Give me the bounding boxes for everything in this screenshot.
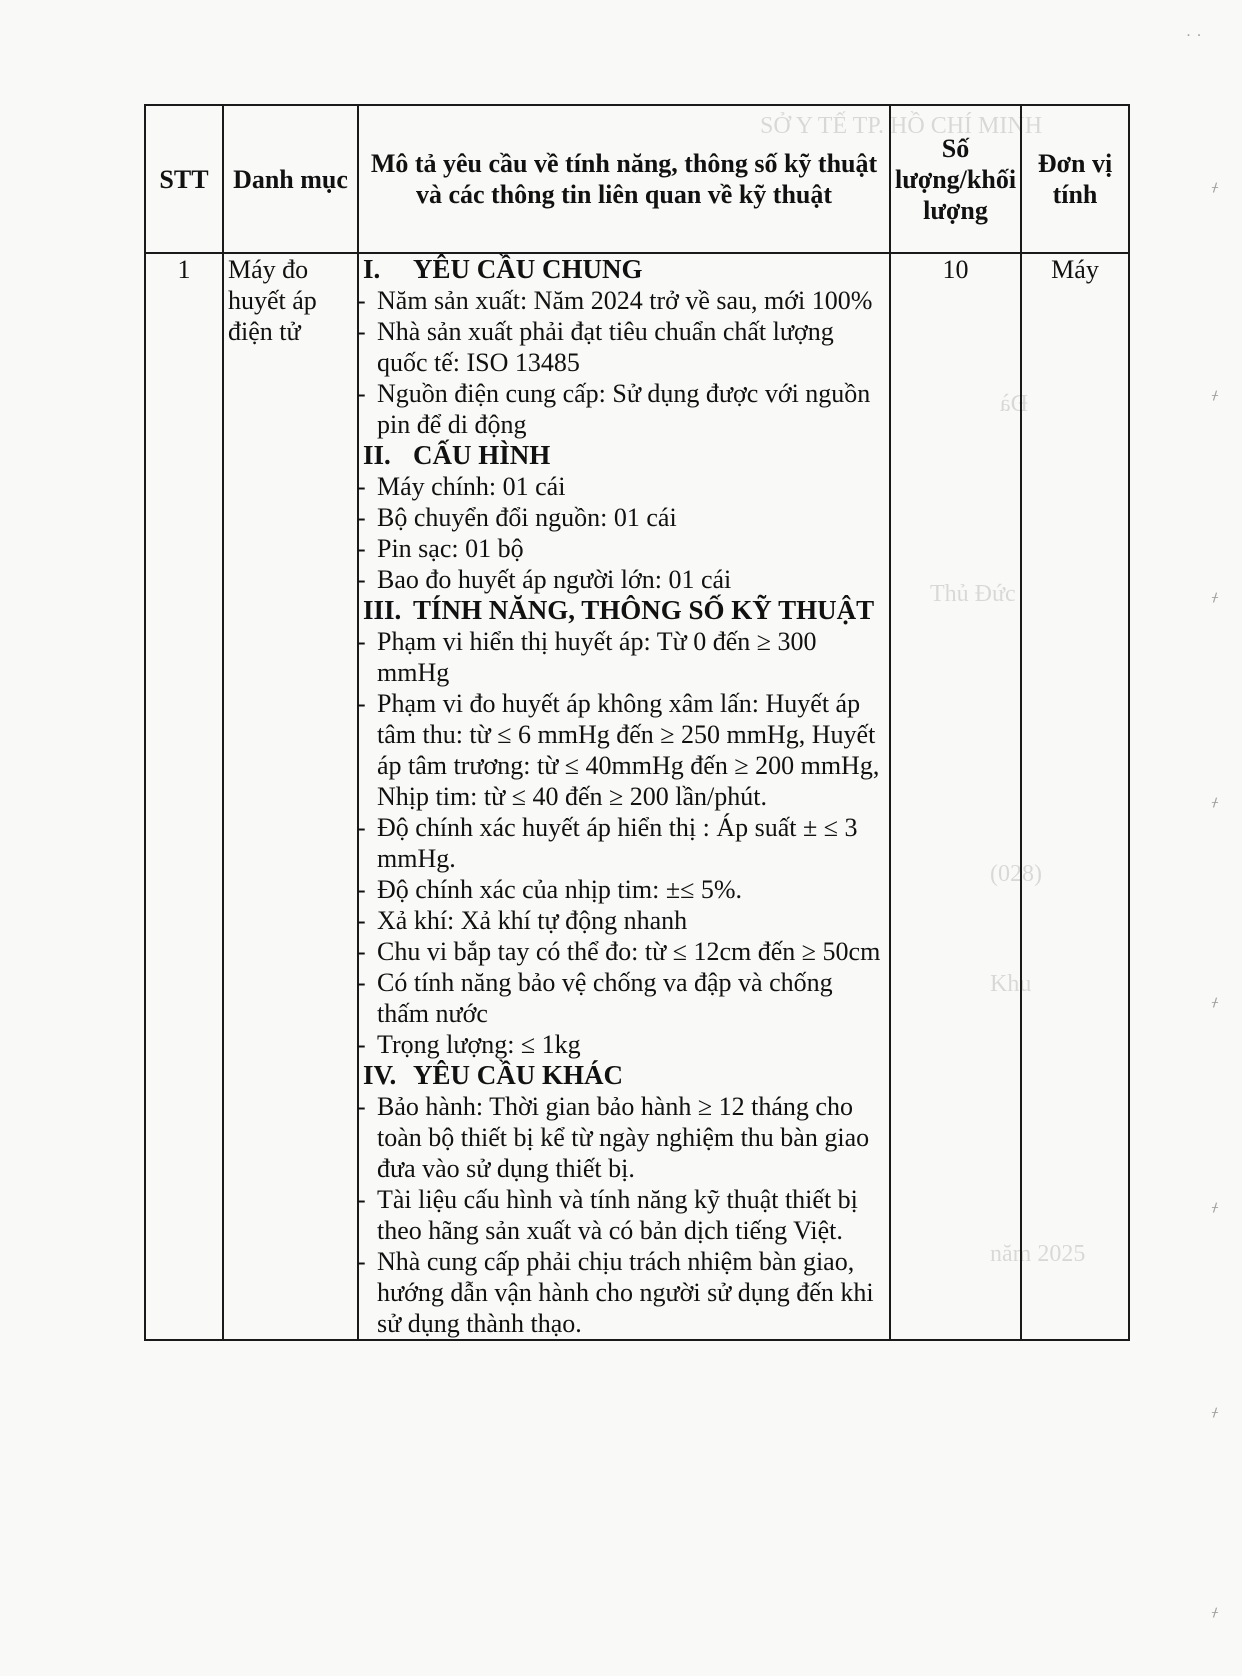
- list-item-text: Bảo hành: Thời gian bảo hành ≥ 12 tháng cho toàn bộ thiết bị kể từ ngày nghiệm thu bàn giao đưa vào sử dụng thiết bị.: [377, 1092, 870, 1183]
- list-item: [357, 564, 885, 595]
- bullet-dash: -: [357, 503, 366, 532]
- section-title: CẤU HÌNH: [413, 440, 551, 470]
- list-item-text: Nhà cung cấp phải chịu trách nhiệm bàn giao, hướng dẫn vận hành cho người sử dụng đến khi sử dụng thành thạo.: [377, 1247, 874, 1338]
- list-item-text: Bao đo huyết áp người lớn: 01 cái: [377, 565, 732, 594]
- bullet-dash: -: [357, 379, 366, 408]
- header-quantity: Số lượng/khối lượng: [890, 105, 1021, 253]
- list-item: [357, 471, 885, 502]
- list-item-text: Phạm vi hiển thị huyết áp: Từ 0 đến ≥ 300 mmHg: [377, 627, 817, 687]
- section-number: IV.: [363, 1060, 397, 1090]
- cell-stt: 1: [145, 253, 223, 1340]
- bullet-dash: -: [357, 1092, 366, 1121]
- bullet-dash: -: [357, 1185, 366, 1214]
- header-description: Mô tả yêu cầu về tính năng, thông số kỹ thuật và các thông tin liên quan về kỹ thuật: [358, 105, 890, 253]
- list-item-text: Xả khí: Xả khí tự động nhanh: [377, 906, 688, 935]
- bullet-dash: -: [357, 627, 366, 656]
- scan-mark: ˙ ˙: [1185, 30, 1202, 50]
- bleed-through-text: Thủ Đức: [930, 581, 1016, 607]
- list-item-text: Bộ chuyển đổi nguồn: 01 cái: [377, 503, 677, 532]
- list-item-text: Độ chính xác của nhịp tim: ±≤ 5%.: [377, 875, 743, 904]
- section-number: I.: [363, 254, 381, 284]
- table-header-row: [145, 105, 1129, 253]
- cell-description: [358, 253, 890, 1340]
- list-item: [357, 1246, 885, 1339]
- specification-table: [144, 104, 1130, 1341]
- list-item: [357, 967, 885, 1029]
- bullet-dash: -: [357, 689, 366, 718]
- bullet-dash: -: [357, 472, 366, 501]
- bullet-dash: -: [357, 937, 366, 966]
- scan-mark: ᚋ: [1212, 1200, 1218, 1214]
- list-item-text: Tài liệu cấu hình và tính năng kỹ thuật thiết bị theo hãng sản xuất và có bản dịch tiếng Việt.: [377, 1185, 858, 1245]
- scan-mark: ᚋ: [1212, 1605, 1218, 1619]
- section-number: II.: [363, 440, 391, 470]
- bleed-through-text: năm 2025: [990, 1241, 1086, 1267]
- list-item: [357, 812, 885, 874]
- cell-quantity: 10: [890, 253, 1021, 1340]
- list-item: [357, 626, 885, 688]
- list-item: [357, 502, 885, 533]
- bullet-dash: -: [357, 875, 366, 904]
- list-item-text: Chu vi bắp tay có thể đo: từ ≤ 12cm đến ≥ 50cm: [377, 937, 881, 966]
- bleed-through-text: Đà: [1000, 391, 1028, 417]
- list-item-text: Năm sản xuất: Năm 2024 trở về sau, mới 100%: [377, 286, 873, 315]
- list-item-text: Nguồn điện cung cấp: Sử dụng được với nguồn pin để di động: [377, 379, 871, 439]
- bleed-through-text: SỞ Y TẾ TP. HỒ CHÍ MINH: [760, 113, 1043, 139]
- list-item: [357, 874, 885, 905]
- header-unit: Đơn vị tính: [1021, 105, 1129, 253]
- bleed-through-text: (028): [990, 861, 1042, 887]
- scan-mark: ᚋ: [1212, 590, 1218, 604]
- list-item: [357, 533, 885, 564]
- bullet-dash: -: [357, 1247, 366, 1276]
- list-item-text: Trọng lượng: ≤ 1kg: [377, 1030, 581, 1059]
- list-item-text: Độ chính xác huyết áp hiển thị : Áp suất ± ≤ 3 mmHg.: [377, 813, 858, 873]
- section-title: TÍNH NĂNG, THÔNG SỐ KỸ THUẬT: [413, 595, 875, 625]
- list-item: [357, 688, 885, 812]
- list-item-text: Nhà sản xuất phải đạt tiêu chuẩn chất lượng quốc tế: ISO 13485: [377, 317, 834, 377]
- cell-unit: Máy: [1021, 253, 1129, 1340]
- list-item: [357, 316, 885, 378]
- section-heading: [363, 1060, 885, 1091]
- list-item-text: Phạm vi đo huyết áp không xâm lấn: Huyết áp tâm thu: từ ≤ 6 mmHg đến ≥ 250 mmHg, Huyết áp tâm trương: từ ≤ 40mmHg đến ≥ 200 mmHg, Nhịp tim: từ ≤ 40 đến ≥ 200 lần/phút.: [377, 689, 880, 811]
- section-title: YÊU CẦU KHÁC: [413, 1060, 624, 1090]
- scan-mark: ᚋ: [1212, 180, 1218, 194]
- bullet-dash: -: [357, 968, 366, 997]
- section-heading: [363, 254, 885, 285]
- scan-mark: ᚋ: [1212, 995, 1218, 1009]
- bullet-dash: -: [357, 813, 366, 842]
- section-number: III.: [363, 595, 402, 625]
- bullet-dash: -: [357, 534, 366, 563]
- list-item-text: Máy chính: 01 cái: [377, 472, 566, 501]
- scan-mark: ᚋ: [1212, 795, 1218, 809]
- requirement-sections: [357, 254, 885, 1339]
- list-item: [357, 1029, 885, 1060]
- list-item: [357, 1184, 885, 1246]
- list-item: [357, 1091, 885, 1184]
- bullet-dash: -: [357, 286, 366, 315]
- list-item-text: Có tính năng bảo vệ chống va đập và chống thấm nước: [377, 968, 833, 1028]
- header-stt: STT: [145, 105, 223, 253]
- bullet-dash: -: [357, 565, 366, 594]
- list-item: [357, 378, 885, 440]
- section-heading: [363, 440, 885, 471]
- bullet-dash: -: [357, 1030, 366, 1059]
- header-category: Danh mục: [223, 105, 358, 253]
- list-item: [357, 936, 885, 967]
- scan-mark: ᚋ: [1212, 1405, 1218, 1419]
- list-item: [357, 285, 885, 316]
- list-item: [357, 905, 885, 936]
- scan-mark: ᚋ: [1212, 388, 1218, 402]
- table-row: [145, 253, 1129, 1340]
- bullet-dash: -: [357, 906, 366, 935]
- section-title: YÊU CẦU CHUNG: [413, 254, 643, 284]
- bleed-through-text: Khu: [990, 971, 1032, 997]
- cell-category: Máy đo huyết áp điện tử: [223, 253, 358, 1340]
- list-item-text: Pin sạc: 01 bộ: [377, 534, 524, 563]
- section-heading: [363, 595, 885, 626]
- bullet-dash: -: [357, 317, 366, 346]
